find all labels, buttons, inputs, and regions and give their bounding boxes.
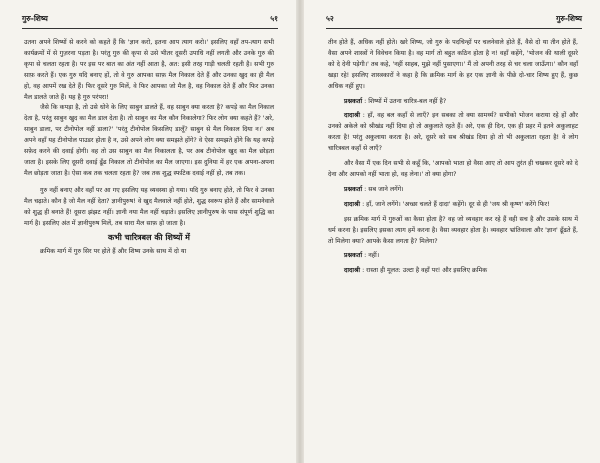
paragraph: उतना अपने शिष्यों से करने को कहते हैं कि 'ज्ञान करो, इतना आप त्याग करो।' इसलिए वहाँ तप-त्याग सभी कार्यक्रमों में से गुज़रना पड़ता है। परंतु गुरु की कृपा से उसे भीतर दूसरी उपाधि नहीं लगती और उनके गुरु की कृपा से चलता रहता है। पर इस पर बात का अंत नहीं आता है, अत: इसी तरह गाड़ी चलती रहती है। सभी गुरु साफ़ करते हैं। एक गुरु यदि बनाए हों, तो वे गुरु आपका साफ़ मैल निकाल देते हैं और उनका खुद का ही मैल हो, वह आपमें रख देते हैं। फिर दूसरे गुरु मिलें, वे फिर आपका जो मैल है, वह निकाल देते हैं और फिर उनका मैल डालते जाते हैं। यह है गुरु परंपरा!: [24, 39, 274, 101]
dialogue-line: [328, 200, 578, 211]
speaker-name: दादाश्री: [344, 200, 361, 208]
right-page-body: [328, 38, 578, 277]
dialogue-text: : नहीं।: [364, 252, 380, 260]
dialogue-line: [328, 97, 578, 108]
speaker-name: प्रश्नकर्ता: [344, 252, 363, 260]
dialogue-line: [328, 215, 578, 248]
right-page-header: [326, 14, 582, 28]
left-page: [0, 0, 296, 463]
book-gutter: [296, 0, 304, 463]
dialogue-line: [328, 159, 578, 181]
speaker-name: प्रश्नकर्ता: [344, 185, 363, 193]
paragraph: जैसे कि कपड़ा है, तो उसे धोने के लिए साबुन डालते हैं, वह साबुन क्या करता है? कपड़े का मैल निकाल देता है, परंतु साबुन खुद का मैल डाल देता है। तो साबुन का मैल कौन निकालेगा? फिर लोग क्या कहते हैं? 'अरे, साबुन डाला, पर टीनोपोल नहीं डाला?' 'परंतु टीनोपोल किसलिए डालूँ? साबुन से मैल निकाल दिया न।' अब अपने वहाँ यह टीनोपोल पाउडर होता है न, उसे अपने लोग क्या समझते होंगे? वे ऐसा समझते होंगे कि यह कपड़े सफ़ेद करने की दवाई होगी। वह तो उस साबुन का मैल निकालता है, पर अब टीनोपोल खुद का मैल छोड़ता जाता है। इसके लिए दूसरी दवाई ढूँढ निकाल तो टीनोपोल का मैल जाएगा। इस दुनिया में हर एक अपना-अपना मैल छोड़ता जाता है। ऐसा कब तक चलता रहता है? जब तक शुद्ध स्फटिक दवाई नहीं हो, तब तक।: [24, 104, 274, 177]
header-rule: [326, 28, 582, 29]
paragraph: क्रमिक मार्ग में गुरु सिर पर होते हैं और शिष्य उनके साथ में दो या: [40, 248, 187, 256]
dialogue-text: : हाँ, वह बल कहाँ से लाएँ? इन सबका तो क्या सामर्थ्य? सभीको भोजन कराया रहे हों और उनको अकेले को श्रीखंड नहीं दिया हो तो अकुलाते रहते हैं। अरे, एक ही दिन, एक ही प्रहर में इतने अकुलाहट करता है! परंतु अकुलाया करता है। अरे, दूसरे को सब श्रीखंड दिया हो तो भी अकुलाता रहता है! वे लोग चारित्रबल कहाँ से लाएँ?: [328, 112, 578, 153]
dialogue-line: [328, 266, 578, 277]
running-title: गुरु-शिष्य: [556, 14, 582, 23]
running-title: गुरु-शिष्य: [22, 14, 48, 23]
speaker-name: दादाश्री: [344, 267, 361, 275]
left-page-header: [22, 14, 278, 28]
paragraph: गुरु नहीं बनाए और वहाँ पर आ गए इसलिए यह व्यवस्था हो गया। यदि गुरु बनाए होते, तो फिर वे उनका मैल चढ़ाते। कौन है जो मैल नहीं देता? ज्ञानीपुरुष! वे खुद मैलवाले नहीं होते, शुद्ध स्वरूप होते हैं और सामनेवाले को शुद्ध ही बनाते हैं! दूसरा झंझट नहीं। ज्ञानी नया मैल नहीं चढ़ाते। इसलिए ज्ञानीपुरुष के पास संपूर्ण शुद्धि का मार्ग है। इसलिए अंत में ज्ञानीपुरुष मिलें, तब सारा मैल साफ़ हो जाता है।: [24, 186, 274, 227]
dialogue-text: : हाँ, जाने लगेंगे। 'अच्छा चलते हैं दादा' कहेंगे। दूर से ही 'जय श्री कृष्ण' करेंगे फिर!: [362, 200, 550, 208]
dialogue-text: : सब जाने लगेंगे।: [364, 185, 404, 193]
dialogue-text: और वैसा मैं एक दिन सभी से कहूँ कि, 'आपको भाता हो वैसा आए तो आप तुरंत ही चखकर दूसरे को दे देना और आपको नहीं भाता हो, वह लेना।' तो क्या होगा?: [328, 160, 578, 178]
header-rule: [22, 28, 278, 29]
section-heading: कभी चारित्रबल की शिष्यों में: [108, 233, 190, 243]
page-number: ५२: [326, 14, 334, 23]
page-number: ५१: [270, 14, 278, 23]
dialogue-line: [328, 251, 578, 262]
dialogue-line: [328, 185, 578, 196]
paragraph: तीन होते हैं, अधिक नहीं होते। खरे शिष्य, जो गुरु के पदचिन्हों पर चलनेवाले होते हैं, वैसे दो या तीन होते हैं, वैसा अपने शास्त्रों ने विवेचन किया है। वह मार्ग तो बहुत कठिन होता है न! वहाँ कहेंगे, 'भोजन की थाली दूसरे को दे देनी पड़ेगी।' तब कहे, 'नहीं साहब, मुझे नहीं पुसाएगा।' मैं तो अपनी तरह से चर चला जाऊँगा।' कौन वहाँ खड़ा रहे! इसलिए शास्त्रकारों ने कहा है कि क्रमिक मार्ग के हर एक ज्ञानी के पीछे दो-चार शिष्य हुए हैं, कुछ अधिक नहीं हुए।: [328, 39, 578, 90]
dialogue-line: [328, 111, 578, 155]
speaker-name: प्रश्नकर्ता: [344, 97, 363, 105]
speaker-name: दादाश्री: [344, 112, 361, 120]
right-page: [304, 0, 600, 463]
dialogue-text: : रास्ता ही मूलत: उल्टा है वहाँ पर! और इसलिए क्रमिक: [362, 267, 488, 275]
left-page-body: [24, 38, 274, 258]
dialogue-text: : शिष्यों में उतना चारित्र-बल नहीं है?: [364, 97, 447, 105]
dialogue-text: इस क्रमिक मार्ग में गुरुओं का कैसा होता है? वह जो व्यवहार कर रहे हैं वही सच है और उसके साथ में धर्म करना है। इसलिए इसका त्याग हमें करना है। वैसा व्यवहार होता है। व्यवहार भ्रांतिवाला और 'ज्ञान' ढूँढते हैं, तो मिलेगा क्या? आपके कैसा लगता है? मिलेगा?: [328, 215, 578, 245]
